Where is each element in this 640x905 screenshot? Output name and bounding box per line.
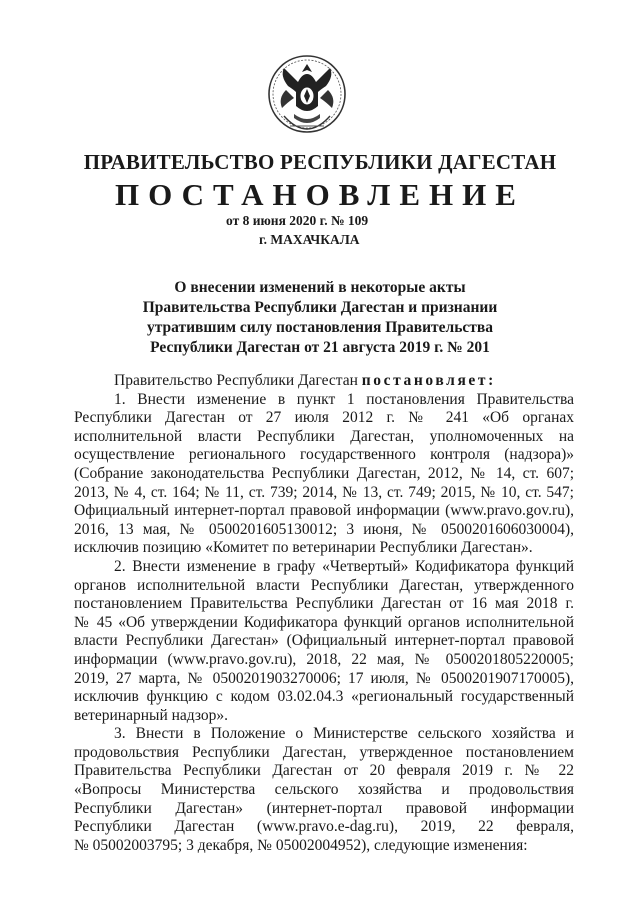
paragraph-3	[74, 725, 574, 855]
text-line: Республики Дагестан» (интернет-портал правовой информации	[74, 799, 574, 817]
text-line: (Собрание законодательства Республики Дагестан, 2012, № 14, ст. 607;	[74, 464, 574, 482]
text-line: постановлением Правительства Республики Дагестан от 16 мая 2018 г.	[74, 595, 574, 613]
text-line: власти Республики Дагестан» (Официальный интернет-портал правовой	[74, 632, 574, 650]
text-line: 3. Внести в Положение о Министерстве сельского хозяйства и	[114, 725, 574, 743]
text-line: исключив функцию с кодом 03.02.04.3 «региональный государственный	[74, 688, 574, 706]
text-line: ветеринарный надзор».	[74, 706, 229, 724]
paragraph-2	[74, 558, 574, 725]
document-title	[100, 278, 540, 358]
text-line: Республики Дагестан от 27 июля 2012 г. № 241 «Об органах	[74, 409, 574, 427]
document-body	[74, 372, 574, 855]
preamble-subject: Правительство Республики Дагестан	[114, 372, 358, 389]
preamble-verb: постановляет:	[361, 372, 496, 389]
preamble	[74, 372, 574, 391]
government-name: ПРАВИТЕЛЬСТВО РЕСПУБЛИКИ ДАГЕСТАН	[83, 150, 557, 174]
text-line: 2013, № 4, ст. 164; № 11, ст. 739; 2014, № 13, ст. 749; 2015, № 10, ст. 547;	[74, 483, 574, 501]
title-line: Республики Дагестан от 21 августа 2019 г. № 201	[150, 339, 490, 356]
title-line: О внесении изменений в некоторые акты	[174, 279, 466, 296]
document-type: ПОСТАНОВЛЕНИЕ	[115, 177, 525, 212]
text-line: органов исполнительной власти Республики Дагестан, утвержденного	[74, 576, 574, 594]
text-line: 2. Внести изменение в графу «Четвертый» Кодификатора функций	[114, 557, 574, 575]
text-line: продовольствия Республики Дагестан, утвержденное постановлением	[74, 743, 574, 761]
paragraph-1	[74, 391, 574, 558]
text-line: 2016, 13 мая, № 0500201605130012; 3 июня, № 0500201606030004),	[74, 520, 574, 538]
text-line: информации (www.pravo.gov.ru), 2018, 22 мая, № 0500201805220005;	[74, 650, 574, 668]
text-line: Правительства Республики Дагестан от 20 февраля 2019 г. № 22	[74, 762, 574, 780]
title-line: Правительства Республики Дагестан и признании	[142, 299, 498, 316]
text-line: осуществление регионального государственного контроля (надзора)»	[74, 446, 574, 464]
text-line: Республики Дагестан (www.pravo.e-dag.ru), 2019, 22 февраля,	[74, 818, 574, 836]
document-date: от 8 июня 2020 г. № 109	[226, 213, 369, 228]
text-line: № 05002003795; 3 декабря, № 05002004952), следующие изменения:	[74, 836, 528, 854]
text-line: 2019, 27 марта, № 0500201903270006; 17 июля, № 0500201907170005),	[74, 669, 574, 687]
text-line: исключив позицию «Комитет по ветеринарии Республики Дагестан».	[74, 539, 533, 557]
text-line: Официальный интернет-портал правовой информации (www.pravo.gov.ru),	[74, 502, 574, 520]
text-line: 1. Внести изменение в пункт 1 постановления Правительства	[114, 390, 574, 408]
document-city: г. МАХАЧКАЛА	[259, 232, 360, 247]
text-line: «Вопросы Министерства сельского хозяйства и продовольствия	[74, 781, 574, 799]
text-line: исполнительной власти Республики Дагестан, уполномоченных на	[74, 427, 574, 445]
coat-of-arms-emblem	[266, 46, 348, 144]
title-line: утратившим силу постановления Правительства	[146, 319, 494, 336]
text-line: № 45 «Об утверждении Кодификатора функций органов исполнительной	[74, 613, 574, 631]
